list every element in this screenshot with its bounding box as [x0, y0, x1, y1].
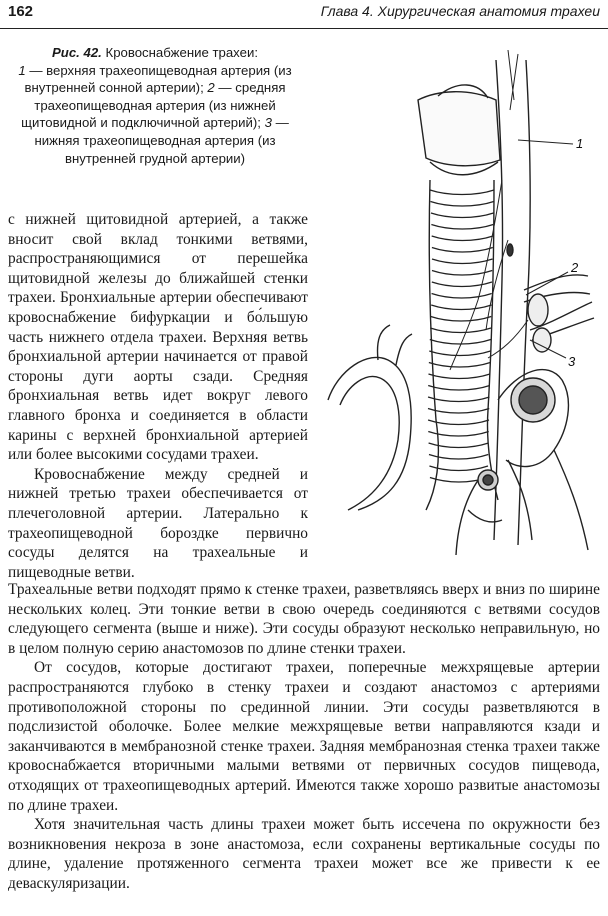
cartilage-ring [432, 294, 492, 299]
caption-text-1: — верхняя трахеопищеводная артерия (из внутренней сонной артерии); [24, 62, 292, 96]
paragraph: От сосудов, которые достигают трахеи, поперечные межхрящевые артерии распространяются глубоко в стенку трахеи и создают анастомоз с артериями противоположной стороны по срединной линии. Эти сосуды разветвляются в подслизистой оболочке. Более мелкие межхрящевые ветви направляются кзади и заканчиваются в мембранозной стенке трахеи. Задняя мембранозная стенка трахеи также кровоснабжается вторичными малыми ветвями от первичных сосудов пищевода, отходящих от трахеопищеводных артерий. Имеются также хорошо развитые анастомозы по длине трахеи. [8, 659, 600, 814]
caption-title-line [6, 44, 304, 62]
paragraph: Хотя значительная часть длины трахеи может быть иссечена по окружности без возникновения некроза в зоне анастомоза, если сохранены вертикальные сосуды по длине, удаление протяженного сегмента трахеи может все же привести к ее деваскуляризации. [8, 816, 600, 892]
trachea-illustration [318, 40, 608, 565]
caption-num-3: 3 [264, 115, 272, 131]
cartilage-ring [432, 282, 492, 287]
figure-label-2: 2 [571, 260, 579, 275]
cartilage-ring [431, 213, 494, 218]
cartilage-ring [431, 225, 493, 230]
cartilage-ring [431, 317, 491, 322]
page-header [0, 0, 608, 29]
running-head: Глава 4. Хирургическая анатомия трахеи [320, 3, 600, 19]
cartilage-ring [430, 340, 491, 345]
caption-title: Кровоснабжение трахеи: [105, 45, 258, 60]
cartilage-ring [430, 328, 491, 333]
figure-label-1: 1 [576, 136, 584, 151]
cartilage-ring [431, 305, 491, 310]
caption-text-3: — нижняя трахеопищеводная артерия (из внутренней грудной артерии) [34, 115, 289, 166]
caption-num-2: 2 [207, 80, 215, 96]
cartilage-ring [428, 386, 490, 391]
page-number: 162 [8, 3, 34, 20]
caption-body [6, 62, 304, 168]
cartilage-ring [432, 236, 493, 241]
paragraph: Кровоснабжение между средней и нижней третью трахеи обеспечивается от плечеголовной артерии. Латерально к трахеопищеводной бороздке первично сосуды делятся на трахеальные и пищеводные ветви. [8, 465, 308, 581]
cartilage-ring [429, 443, 489, 448]
cartilage-ring [428, 397, 489, 402]
cartilage-ring [432, 248, 493, 253]
cartilage-ring [428, 409, 489, 414]
cartilage-ring [430, 202, 493, 207]
cartilage-ring [432, 271, 492, 276]
cartilage-ring [432, 259, 493, 264]
caption-num-1: 1 [18, 62, 26, 78]
cartilage-ring [428, 374, 490, 379]
caption-label: Рис. 42. [51, 45, 102, 60]
cartilage-ring [429, 351, 490, 356]
paragraph: Трахеальные ветви подходят прямо к стенке трахеи, разветвляясь вверх и вниз по ширине нескольких колец. Эти тонкие ветви в свою очередь соединяются с ветвями сосудов следующего сегмента (выше и ниже). Эти сосуды образуют несколько неправильную, но в целом полную серию анастомозов по длине стенки трахеи. [8, 581, 600, 657]
body-text-full [8, 580, 600, 894]
paragraph: с нижней щитовидной артерией, а также вносит свой вклад тонкими ветвями, распространяющимися от перешейка щитовидной железы до ближайшей стенки трахеи. Бронхиальные артерии обеспечивают кровоснабжение бифуркации и бо́льшую часть нижнего отдела трахеи. Верхняя ветвь бронхиальной артерии начинается от правой стороны дуги аорты сзади. Средняя бронхиальная ветвь идет вокруг левого главного бронха и соединяется в области карины с верхней бронхиальной артерией или более высокими сосудами трахеи. [8, 211, 308, 464]
figure-label-3: 3 [568, 354, 576, 369]
caption-text-2: — средняя трахеопищеводная артерия (из нижней щитовидной и подключичной артерий); [21, 80, 286, 131]
cartilage-ring [430, 190, 494, 195]
body-text-column [8, 210, 308, 582]
figure-caption [6, 44, 304, 167]
cartilage-ring [429, 363, 490, 368]
